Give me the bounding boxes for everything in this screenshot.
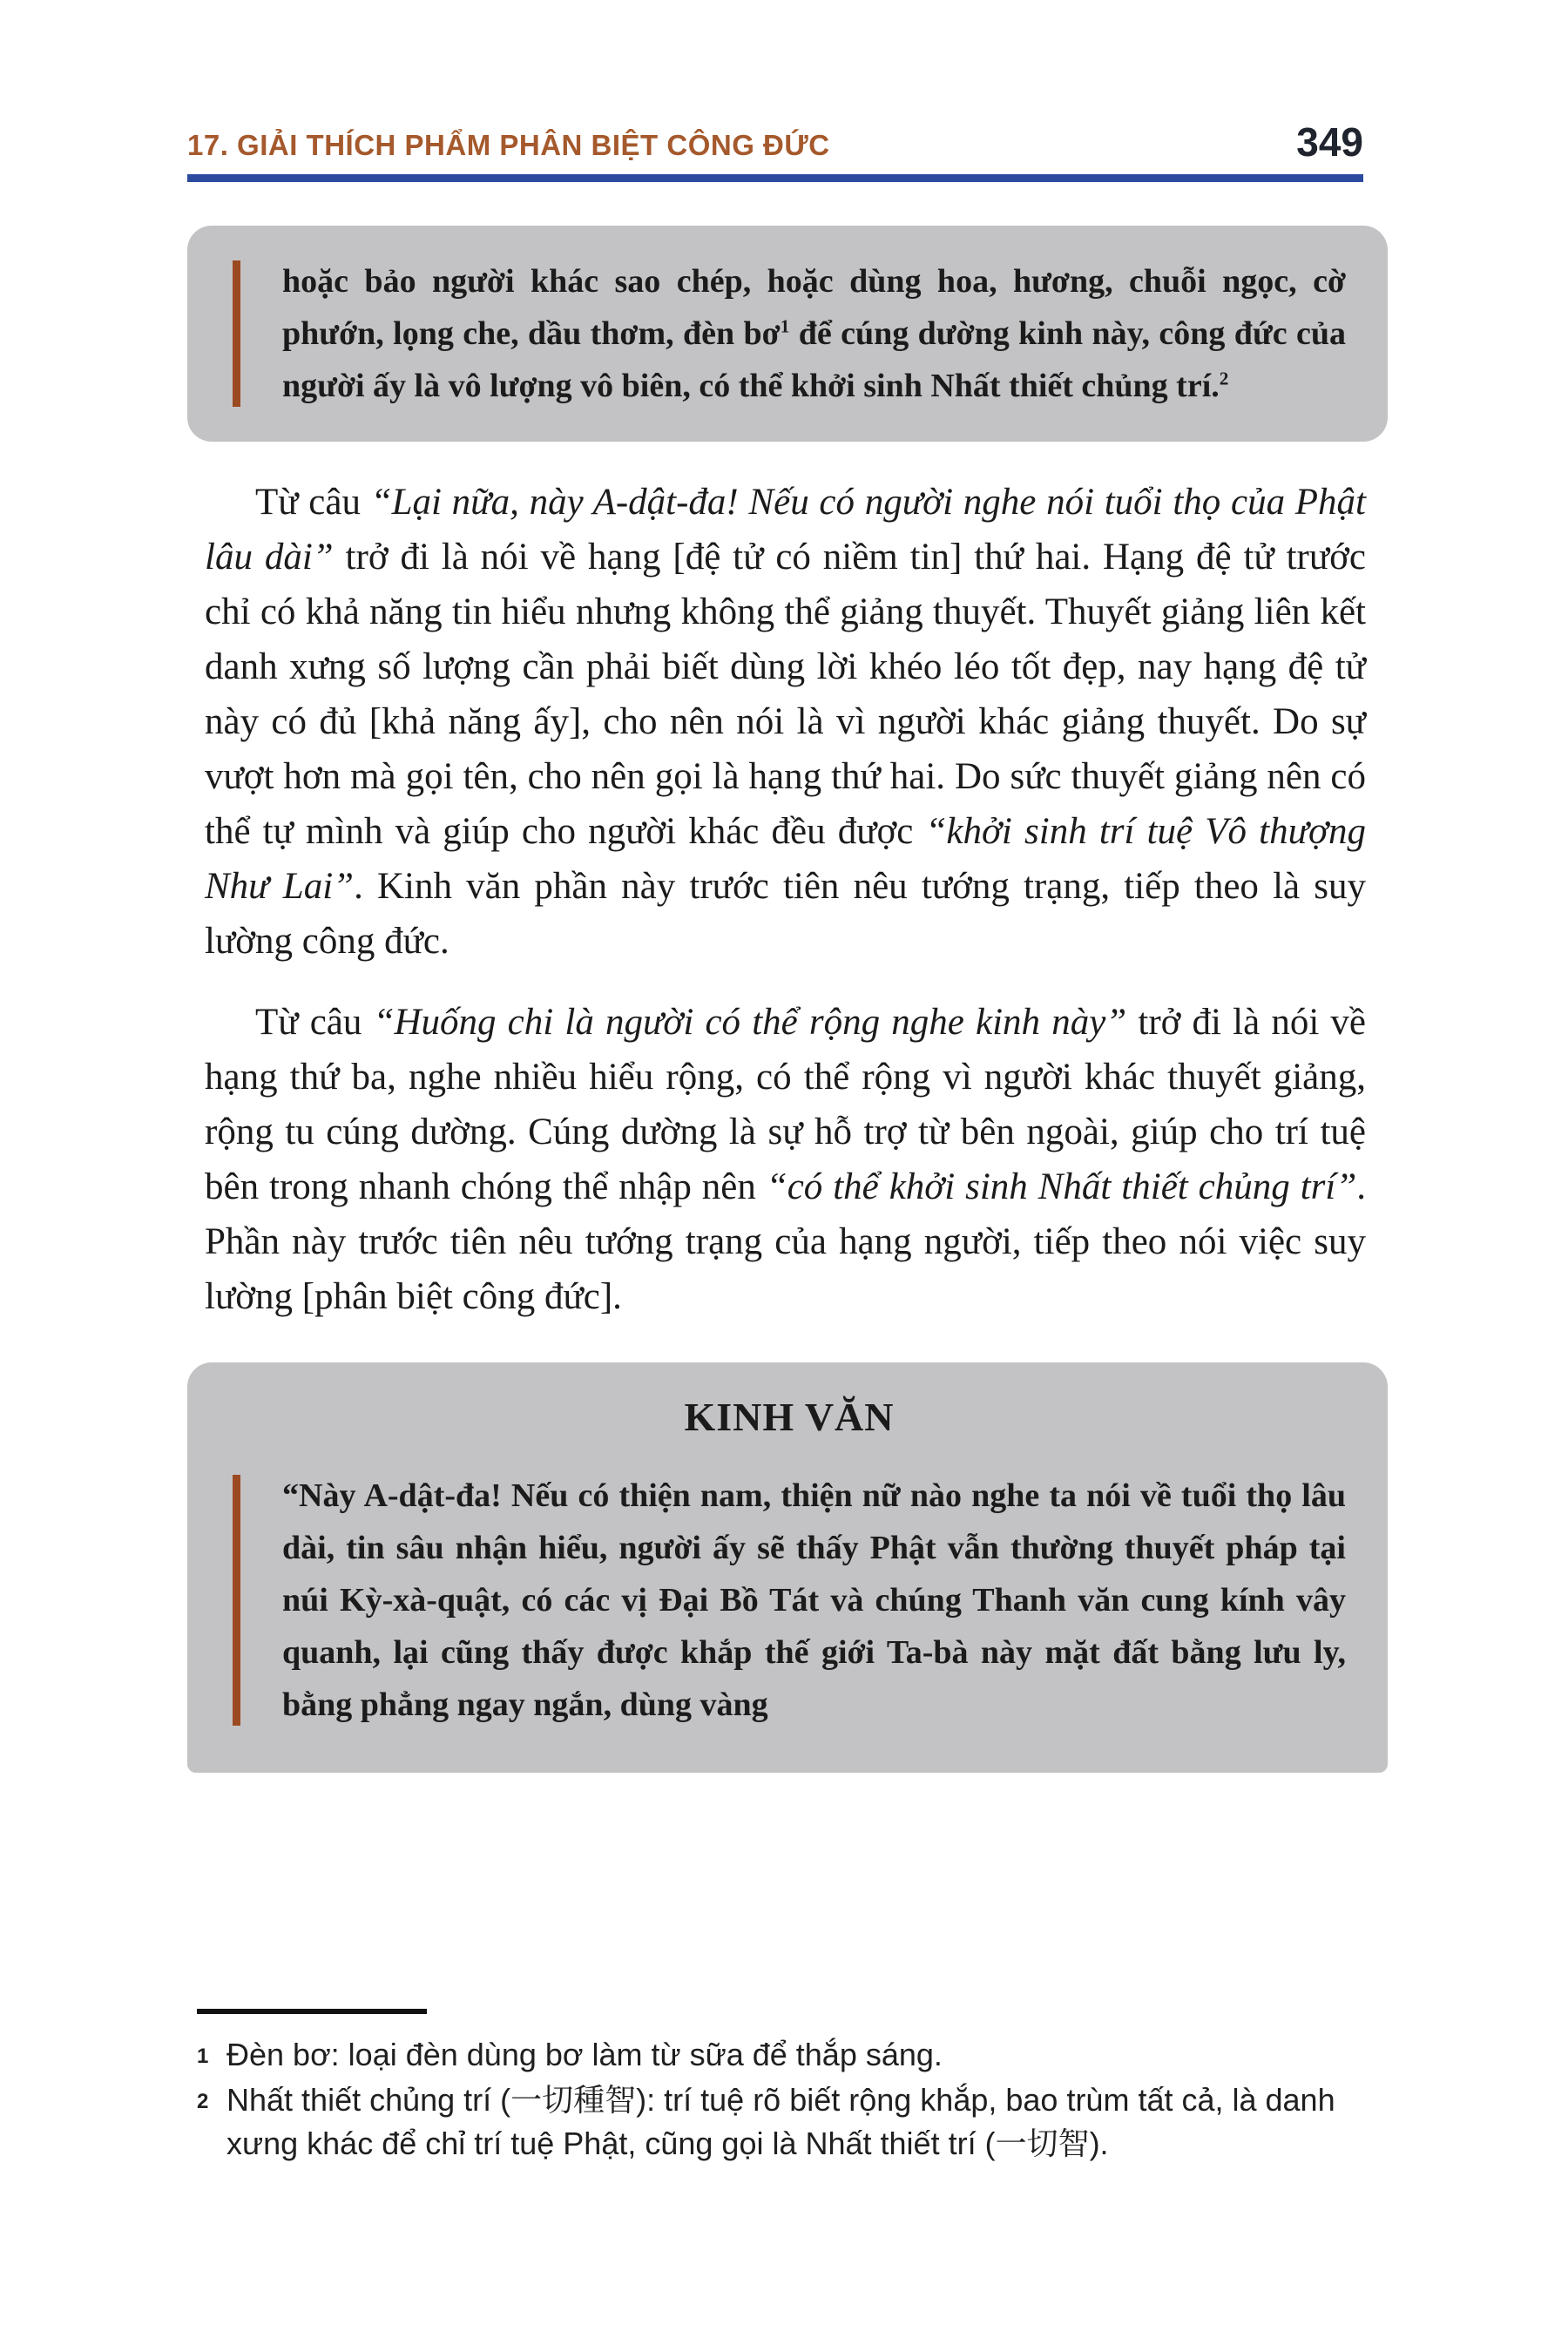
footnote-marker: 1 [197,2044,209,2068]
footnote [197,2033,1369,2078]
footnote-text: Đèn bơ: loại đèn dùng bơ làm từ sữa để thắp sáng. [226,2037,943,2072]
quote-accent-bar [233,1475,240,1726]
chapter-title: 17. GIẢI THÍCH PHẨM PHÂN BIỆT CÔNG ĐỨC [187,129,830,161]
kinh-van-section [187,1362,1388,1773]
quote-accent-bar [233,260,240,407]
footnote-text: Nhất thiết chủng trí (一切種智): trí tuệ rõ biết rộng khắp, bao trùm tất cả, là danh xưng khác để chỉ trí tuệ Phật, cũng gọi là Nhất thiết trí (一切智). [226,2082,1335,2161]
page-content [187,119,1388,1773]
page-number: 349 [1296,119,1363,165]
footnote [197,2078,1369,2166]
kinh-van-heading: KINH VĂN [684,1395,895,1439]
kinh-van-quote [187,1470,1346,1731]
header-rule [187,174,1363,182]
commentary-paragraph: Từ câu “Huống chi là người có thể rộng nghe kinh này” trở đi là nói về hạng thứ ba, nghe nhiều hiểu rộng, có thể rộng vì người khác thuyết giảng, rộng tu cúng dường. Cúng dường là sự hỗ trợ từ bên ngoài, giúp cho trí tuệ bên trong nhanh chóng thể nhập nên “có thể khởi sinh Nhất thiết chủng trí”. Phần này trước tiên nêu tướng trạng của hạng người, tiếp theo nói việc suy lường [phân biệt công đức]. [205,1002,1367,1317]
scripture-quote-text: hoặc bảo người khác sao chép, hoặc dùng hoa, hương, chuỗi ngọc, cờ phướn, lọng che, dầu thơm, đèn $bơ^1$ để cúng dường kinh này, công đức của người ấy là vô lượng vô biên, có thể khởi sinh Nhất thiết chủng trí.$^2$ [282,263,1346,404]
kinh-van-quote-text: “Này A-dật-đa! Nếu có thiện nam, thiện nữ nào nghe ta nói về tuổi thọ lâu dài, tin sâu nhận hiểu, người ấy sẽ thấy Phật vẫn thường thuyết pháp tại núi Kỳ-xà-quật, có các vị Đại Bồ Tát và chúng Thanh văn cung kính vây quanh, lại cũng thấy được khắp thế giới Ta-bà này mặt đất bằng lưu ly, bằng phẳng ngay ngắn, dùng vàng [282,1477,1346,1723]
footnote-marker: 2 [197,2090,209,2113]
footnotes [197,2009,1369,2166]
page-header [187,119,1363,165]
commentary-paragraph: Từ câu “Lại nữa, này A-dật-đa! Nếu có người nghe nói tuổi thọ của Phật lâu dài” trở đi là nói về hạng [đệ tử có niềm tin] thứ hai. Hạng đệ tử trước chỉ có khả năng tin hiểu nhưng không thể giảng thuyết. Thuyết giảng liên kết danh xưng số lượng cần phải biết dùng lời khéo léo tốt đẹp, nay hạng đệ tử này có đủ [khả năng ấy], cho nên nói là vì người khác giảng thuyết. Do sự vượt hơn mà gọi tên, cho nên gọi là hạng thứ hai. Do sức thuyết giảng nên có thể tự mình và giúp cho người khác đều được “khởi sinh trí tuệ Vô thượng Như Lai”. Kinh văn phần này trước tiên nêu tướng trạng, tiếp theo là suy lường công đức. [205,482,1366,962]
footnote-rule [197,2009,427,2014]
scripture-quote-box [187,226,1388,442]
commentary-body [205,475,1366,1324]
